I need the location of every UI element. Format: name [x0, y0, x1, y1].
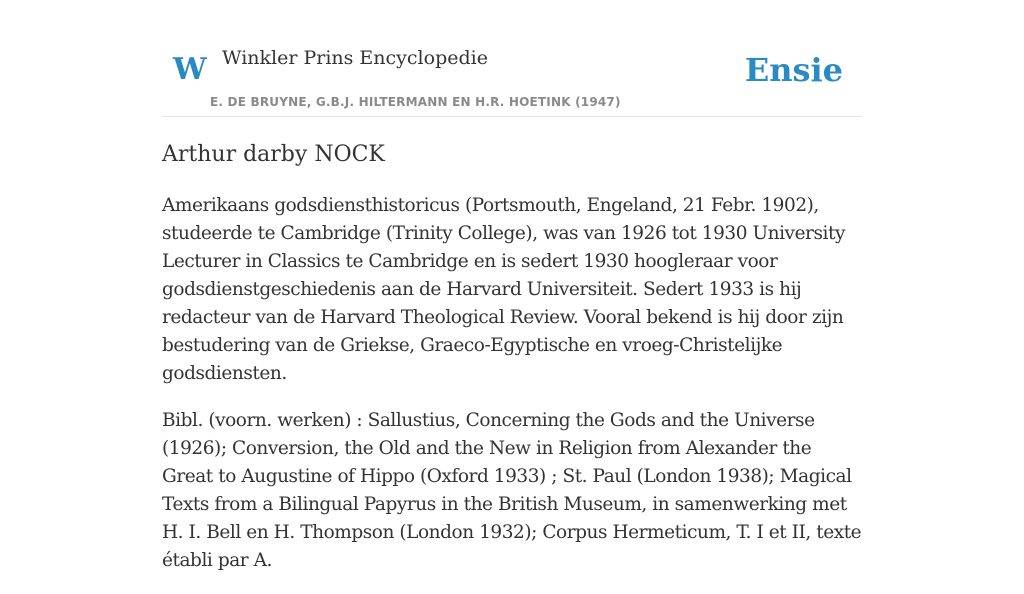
- article-title: Arthur darby NOCK: [162, 142, 385, 167]
- site-header: [162, 0, 862, 117]
- bibliography-paragraph: Bibl. (voorn. werken) : Sallustius, Concerning the Gods and the Universe (1926); Conversion, the Old and the New in Religion from Alexander the Great to Augustine of Hippo (Oxford 1933) ; St. Paul (London 1938); Magical Texts from a Bilingual Papyrus in the British Museum, in samenwerking met H. I. Bell en H. Thompson (London 1932); Corpus Hermeticum, T. I et II, texte établi par A.: [162, 410, 862, 571]
- ensie-brand-link[interactable]: Ensie: [744, 51, 843, 89]
- logo-link[interactable]: W: [173, 52, 207, 87]
- authors-line: E. DE BRUYNE, G.B.J. HILTERMANN EN H.R. HOETINK (1947): [210, 95, 621, 109]
- site-title-link[interactable]: Winkler Prins Encyclopedie: [222, 47, 488, 69]
- article-paragraph: Amerikaans godsdiensthistoricus (Portsmouth, Engeland, 21 Febr. 1902), studeerde te Cambridge (Trinity College), was van 1926 tot 1930 University Lecturer in Classics te Cambridge en is sedert 1930 hoogleraar voor godsdienstgeschiedenis aan de Harvard Universiteit. Sedert 1933 is hij redacteur van de Harvard Theological Review. Vooral bekend is hij door zijn bestudering van de Griekse, Graeco-Egyptische en vroeg-Christelijke godsdiensten.: [162, 195, 845, 384]
- article-body: [162, 192, 862, 594]
- page: [162, 0, 862, 571]
